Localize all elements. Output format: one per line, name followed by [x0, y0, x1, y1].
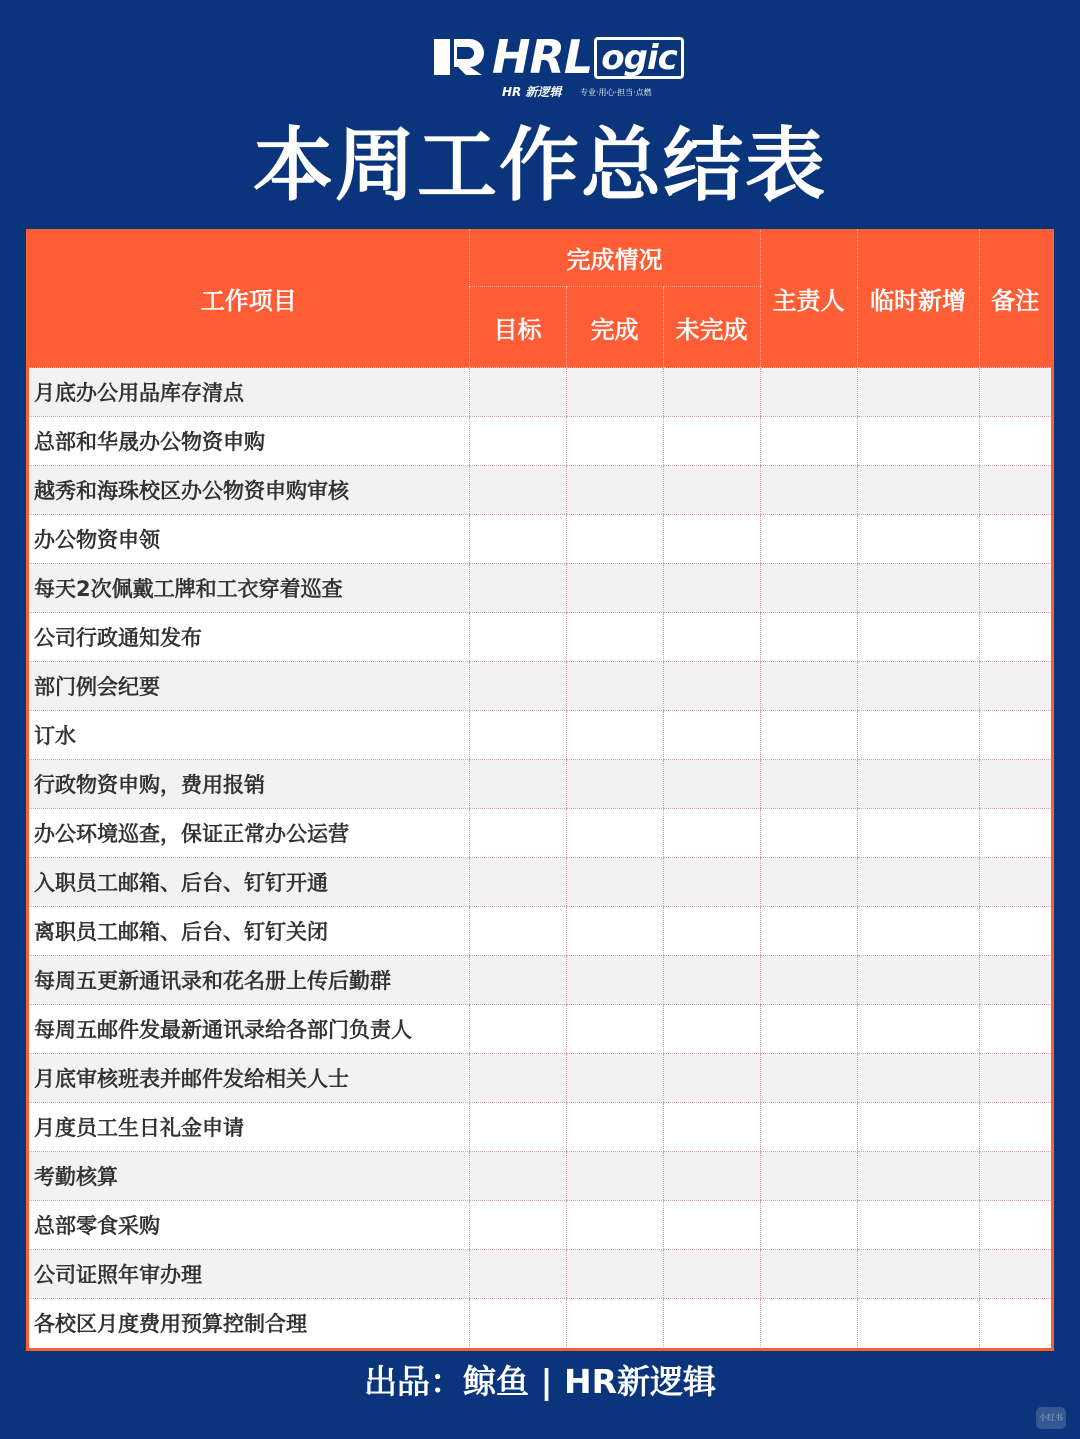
table-row — [29, 956, 1051, 1005]
not-done-cell[interactable] — [663, 1250, 760, 1299]
table-row — [29, 515, 1051, 564]
owner-cell[interactable] — [760, 466, 857, 515]
table-row — [29, 1299, 1051, 1348]
temp-new-cell[interactable] — [857, 662, 979, 711]
table-row — [29, 858, 1051, 907]
header-note: 备注 — [979, 229, 1051, 368]
temp-new-cell[interactable] — [857, 956, 979, 1005]
not-done-cell[interactable] — [663, 662, 760, 711]
target-cell[interactable] — [469, 1103, 566, 1152]
target-cell[interactable] — [469, 515, 566, 564]
done-cell[interactable] — [566, 1152, 663, 1201]
note-cell[interactable] — [979, 809, 1051, 858]
temp-new-cell[interactable] — [857, 1250, 979, 1299]
not-done-cell[interactable] — [663, 613, 760, 662]
work-item-cell: 月度员工生日礼金申请 — [29, 1103, 469, 1152]
owner-cell[interactable] — [760, 662, 857, 711]
target-cell[interactable] — [469, 1201, 566, 1250]
owner-cell[interactable] — [760, 613, 857, 662]
note-cell[interactable] — [979, 1152, 1051, 1201]
owner-cell[interactable] — [760, 1201, 857, 1250]
not-done-cell[interactable] — [663, 1054, 760, 1103]
work-item-cell: 每周五邮件发最新通讯录给各部门负责人 — [29, 1005, 469, 1054]
work-item-cell: 总部和华晟办公物资申购 — [29, 417, 469, 466]
done-cell[interactable] — [566, 1054, 663, 1103]
done-cell[interactable] — [566, 662, 663, 711]
done-cell[interactable] — [566, 760, 663, 809]
temp-new-cell[interactable] — [857, 1054, 979, 1103]
table-row — [29, 662, 1051, 711]
temp-new-cell[interactable] — [857, 417, 979, 466]
done-cell[interactable] — [566, 809, 663, 858]
owner-cell[interactable] — [760, 515, 857, 564]
note-cell[interactable] — [979, 858, 1051, 907]
target-cell[interactable] — [469, 1054, 566, 1103]
target-cell[interactable] — [469, 858, 566, 907]
done-cell[interactable] — [566, 956, 663, 1005]
target-cell[interactable] — [469, 809, 566, 858]
work-item-cell: 各校区月度费用预算控制合理 — [29, 1299, 469, 1348]
header-done: 完成 — [566, 287, 663, 368]
brand-logo — [0, 30, 1080, 102]
target-cell[interactable] — [469, 1152, 566, 1201]
table-row — [29, 1250, 1051, 1299]
done-cell[interactable] — [566, 515, 663, 564]
table-row — [29, 1054, 1051, 1103]
target-cell[interactable] — [469, 711, 566, 760]
target-cell[interactable] — [469, 907, 566, 956]
owner-cell[interactable] — [760, 1103, 857, 1152]
done-cell[interactable] — [566, 466, 663, 515]
target-cell[interactable] — [469, 760, 566, 809]
owner-cell[interactable] — [760, 1250, 857, 1299]
note-cell[interactable] — [979, 907, 1051, 956]
target-cell[interactable] — [469, 564, 566, 613]
logo-subtitle: HR 新逻辑 — [502, 85, 562, 99]
not-done-cell[interactable] — [663, 466, 760, 515]
not-done-cell[interactable] — [663, 1201, 760, 1250]
note-cell[interactable] — [979, 711, 1051, 760]
note-cell[interactable] — [979, 515, 1051, 564]
note-cell[interactable] — [979, 760, 1051, 809]
not-done-cell[interactable] — [663, 809, 760, 858]
not-done-cell[interactable] — [663, 956, 760, 1005]
temp-new-cell[interactable] — [857, 368, 979, 417]
header-work-item: 工作项目 — [29, 229, 469, 368]
owner-cell[interactable] — [760, 907, 857, 956]
target-cell[interactable] — [469, 1005, 566, 1054]
owner-cell[interactable] — [760, 956, 857, 1005]
header-not-done: 未完成 — [663, 287, 760, 368]
weekly-summary-table — [29, 229, 1051, 1347]
temp-new-cell[interactable] — [857, 1201, 979, 1250]
done-cell[interactable] — [566, 1299, 663, 1348]
temp-new-cell[interactable] — [857, 809, 979, 858]
work-item-cell: 考勤核算 — [29, 1152, 469, 1201]
not-done-cell[interactable] — [663, 711, 760, 760]
work-item-cell: 每周五更新通讯录和花名册上传后勤群 — [29, 956, 469, 1005]
table-row — [29, 466, 1051, 515]
note-cell[interactable] — [979, 1201, 1051, 1250]
note-cell[interactable] — [979, 368, 1051, 417]
note-cell[interactable] — [979, 662, 1051, 711]
work-item-cell: 办公物资申领 — [29, 515, 469, 564]
owner-cell[interactable] — [760, 564, 857, 613]
temp-new-cell[interactable] — [857, 858, 979, 907]
owner-cell[interactable] — [760, 1005, 857, 1054]
table-row — [29, 368, 1051, 417]
header-temp-new: 临时新增 — [857, 229, 979, 368]
not-done-cell[interactable] — [663, 858, 760, 907]
not-done-cell[interactable] — [663, 1152, 760, 1201]
done-cell[interactable] — [566, 711, 663, 760]
done-cell[interactable] — [566, 368, 663, 417]
not-done-cell[interactable] — [663, 760, 760, 809]
temp-new-cell[interactable] — [857, 907, 979, 956]
done-cell[interactable] — [566, 564, 663, 613]
logo-slogan: 专业·用心·担当·点燃 — [580, 88, 652, 97]
done-cell[interactable] — [566, 1005, 663, 1054]
temp-new-cell[interactable] — [857, 1299, 979, 1348]
note-cell[interactable] — [979, 1299, 1051, 1348]
target-cell[interactable] — [469, 466, 566, 515]
owner-cell[interactable] — [760, 760, 857, 809]
note-cell[interactable] — [979, 1103, 1051, 1152]
table-row — [29, 711, 1051, 760]
note-cell[interactable] — [979, 956, 1051, 1005]
note-cell[interactable] — [979, 466, 1051, 515]
done-cell[interactable] — [566, 858, 663, 907]
work-item-cell: 每天2次佩戴工牌和工衣穿着巡查 — [29, 564, 469, 613]
table-row — [29, 564, 1051, 613]
done-cell[interactable] — [566, 417, 663, 466]
table-row — [29, 1103, 1051, 1152]
header-owner: 主责人 — [760, 229, 857, 368]
table-row — [29, 1201, 1051, 1250]
temp-new-cell[interactable] — [857, 1103, 979, 1152]
hrlogic-logo-icon — [430, 35, 488, 79]
work-item-cell: 月底办公用品库存清点 — [29, 368, 469, 417]
temp-new-cell[interactable] — [857, 1152, 979, 1201]
owner-cell[interactable] — [760, 711, 857, 760]
done-cell[interactable] — [566, 1103, 663, 1152]
work-item-cell: 入职员工邮箱、后台、钉钉开通 — [29, 858, 469, 907]
table-row — [29, 1152, 1051, 1201]
not-done-cell[interactable] — [663, 417, 760, 466]
work-item-cell: 离职员工邮箱、后台、钉钉关闭 — [29, 907, 469, 956]
target-cell[interactable] — [469, 662, 566, 711]
temp-new-cell[interactable] — [857, 564, 979, 613]
not-done-cell[interactable] — [663, 1005, 760, 1054]
not-done-cell[interactable] — [663, 1103, 760, 1152]
not-done-cell[interactable] — [663, 368, 760, 417]
temp-new-cell[interactable] — [857, 515, 979, 564]
target-cell[interactable] — [469, 1250, 566, 1299]
work-item-cell: 办公环境巡查，保证正常办公运营 — [29, 809, 469, 858]
not-done-cell[interactable] — [663, 515, 760, 564]
work-item-cell: 越秀和海珠校区办公物资申购审核 — [29, 466, 469, 515]
logo-wordmark: HRL ogic — [492, 30, 684, 84]
owner-cell[interactable] — [760, 809, 857, 858]
not-done-cell[interactable] — [663, 564, 760, 613]
note-cell[interactable] — [979, 564, 1051, 613]
page-title: 本周工作总结表 — [253, 119, 827, 212]
header-completion-status: 完成情况 — [469, 229, 760, 287]
work-item-cell: 行政物资申购，费用报销 — [29, 760, 469, 809]
work-item-cell: 订水 — [29, 711, 469, 760]
not-done-cell[interactable] — [663, 907, 760, 956]
footer-credit: 出品：鲸鱼 | HR新逻辑 — [363, 1362, 717, 1401]
owner-cell[interactable] — [760, 368, 857, 417]
temp-new-cell[interactable] — [857, 1005, 979, 1054]
work-item-cell: 月底审核班表并邮件发给相关人士 — [29, 1054, 469, 1103]
temp-new-cell[interactable] — [857, 711, 979, 760]
not-done-cell[interactable] — [663, 1299, 760, 1348]
watermark-badge: 小红书 — [1036, 1407, 1066, 1429]
temp-new-cell[interactable] — [857, 466, 979, 515]
table-row — [29, 417, 1051, 466]
owner-cell[interactable] — [760, 858, 857, 907]
done-cell[interactable] — [566, 907, 663, 956]
owner-cell[interactable] — [760, 417, 857, 466]
work-item-cell: 公司证照年审办理 — [29, 1250, 469, 1299]
target-cell[interactable] — [469, 1299, 566, 1348]
owner-cell[interactable] — [760, 1299, 857, 1348]
table-row — [29, 760, 1051, 809]
target-cell[interactable] — [469, 613, 566, 662]
header-target: 目标 — [469, 287, 566, 368]
note-cell[interactable] — [979, 1005, 1051, 1054]
table-row — [29, 1005, 1051, 1054]
owner-cell[interactable] — [760, 1054, 857, 1103]
table-row — [29, 809, 1051, 858]
done-cell[interactable] — [566, 1201, 663, 1250]
table-row — [29, 613, 1051, 662]
work-item-cell: 公司行政通知发布 — [29, 613, 469, 662]
summary-table-container — [26, 229, 1054, 1351]
note-cell[interactable] — [979, 1054, 1051, 1103]
owner-cell[interactable] — [760, 1152, 857, 1201]
done-cell[interactable] — [566, 1250, 663, 1299]
work-item-cell: 总部零食采购 — [29, 1201, 469, 1250]
temp-new-cell[interactable] — [857, 760, 979, 809]
note-cell[interactable] — [979, 613, 1051, 662]
work-item-cell: 部门例会纪要 — [29, 662, 469, 711]
temp-new-cell[interactable] — [857, 613, 979, 662]
target-cell[interactable] — [469, 368, 566, 417]
table-row — [29, 907, 1051, 956]
target-cell[interactable] — [469, 956, 566, 1005]
note-cell[interactable] — [979, 417, 1051, 466]
done-cell[interactable] — [566, 613, 663, 662]
note-cell[interactable] — [979, 1250, 1051, 1299]
target-cell[interactable] — [469, 417, 566, 466]
